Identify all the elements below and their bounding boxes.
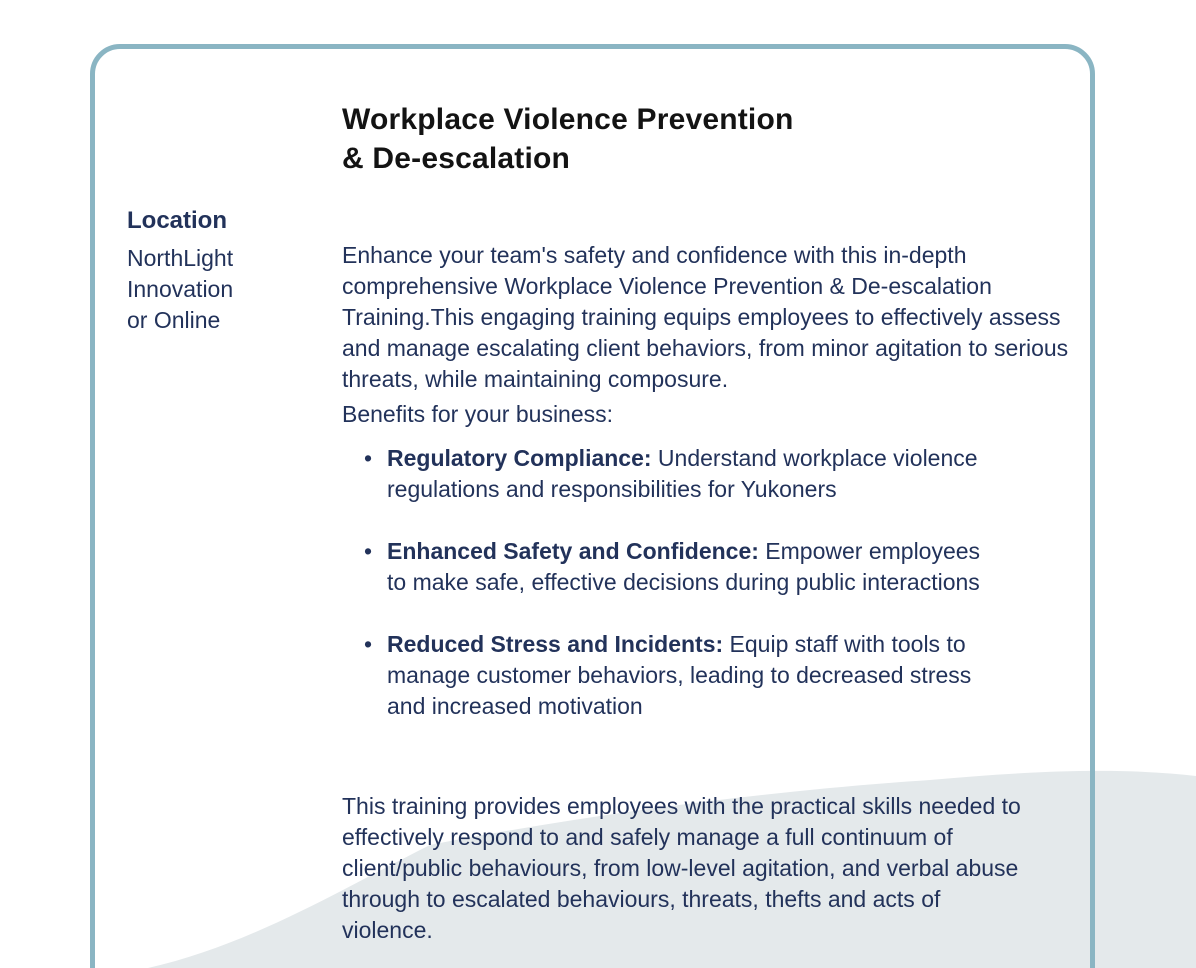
page-title-line-1: Workplace Violence Prevention [342, 103, 794, 136]
benefits-list [364, 443, 984, 753]
location-heading: Location [127, 207, 227, 234]
benefit-bold-label: Reduced Stress and Incidents: [387, 631, 724, 657]
benefit-item-enhanced-safety [364, 536, 984, 598]
benefit-description: Understand workplace violence regulations and responsibilities for Yukoners [387, 445, 978, 502]
benefit-bold-label: Enhanced Safety and Confidence: [387, 538, 759, 564]
bullet-icon: • [364, 445, 373, 471]
location-line-1: NorthLight [127, 245, 234, 271]
benefit-item-regulatory-compliance [364, 443, 984, 505]
location-line-3: or Online [127, 307, 221, 333]
closing-paragraph: This training provides employees with the practical skills needed to effectively respond to and safely manage a full continuum of client/public behaviours, from low-level agitation, and verbal abuse through to escalated behaviours, threats, thefts and acts of violence. [342, 793, 1021, 943]
bullet-icon: • [364, 631, 373, 657]
intro-paragraph: Enhance your team's safety and confidence with this in-depth comprehensive Workplace Violence Prevention & De-escalation Training.This engaging training equips employees to effectively assess and manage escalating client behaviors, from minor agitation to serious threats, while maintaining composure. [342, 242, 1069, 392]
benefit-bold-label: Regulatory Compliance: [387, 445, 652, 471]
location-sidebar [127, 206, 307, 336]
location-line-2: Innovation [127, 276, 234, 302]
bullet-icon: • [364, 538, 373, 564]
page-title-line-2: & De-escalation [342, 142, 571, 175]
benefit-item-reduced-stress [364, 629, 984, 722]
page-title [342, 100, 794, 178]
benefit-description: Equip staff with tools to manage customer behaviors, leading to decreased stress and increased motivation [387, 631, 972, 719]
benefit-description: Empower employees to make safe, effective decisions during public interactions [387, 538, 981, 595]
benefits-heading: Benefits for your business: [342, 401, 614, 427]
